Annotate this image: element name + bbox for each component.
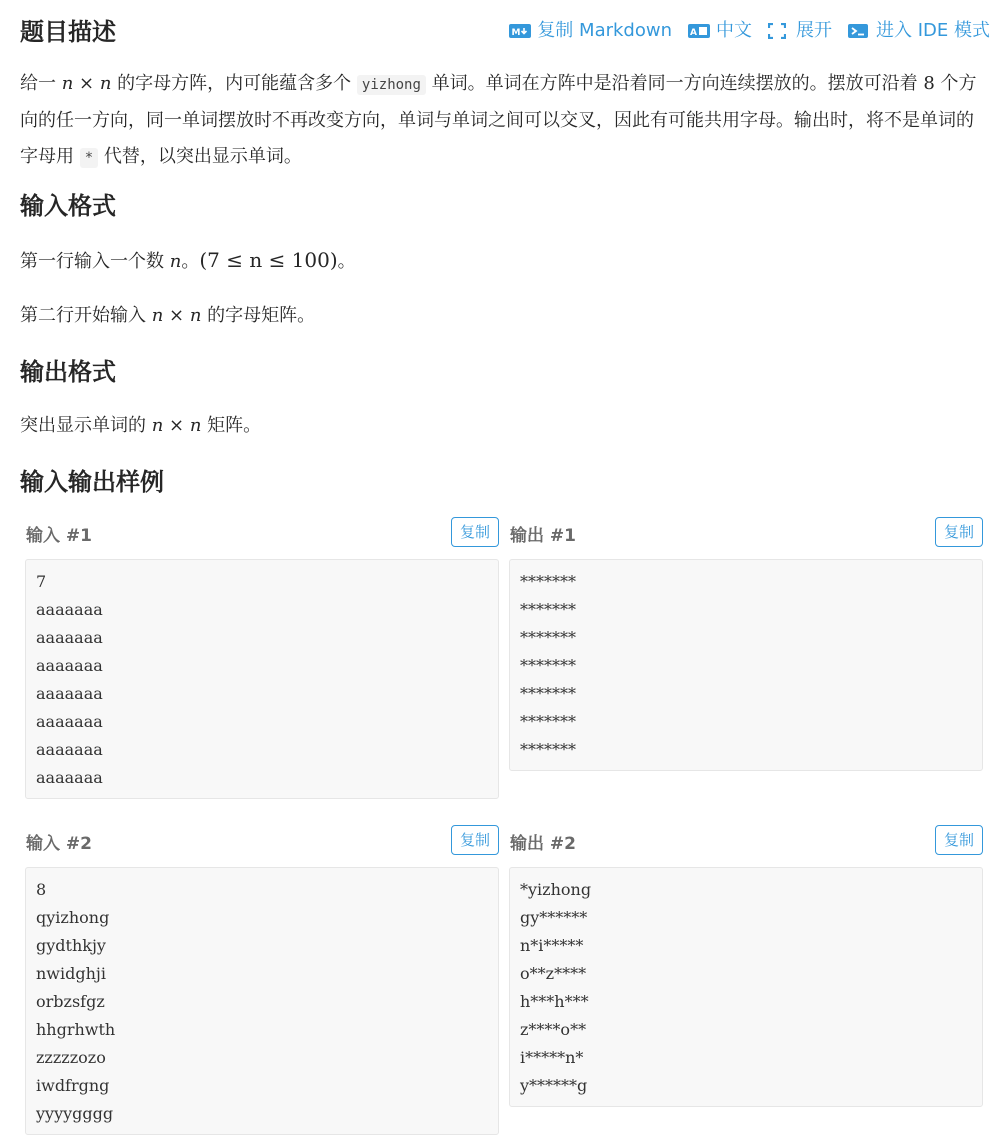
desc-text: 的字母方阵，内可能蕴含多个 (111, 73, 357, 94)
copy-markdown-label: 复制 Markdown (537, 20, 672, 41)
desc-text: 代替，以突出显示单词。 (98, 146, 302, 167)
input-format-heading: 输入格式 (20, 192, 116, 220)
svg-text:A: A (690, 28, 697, 38)
sample-label: 输入 #2 (26, 834, 92, 854)
inline-code: * (80, 148, 98, 168)
sample-header (25, 517, 499, 551)
text: 突出显示单词的 (20, 415, 152, 436)
text: 的字母矩阵。 (201, 305, 316, 326)
sample-code: ******* ******* ******* ******* ******* ******* ******* (509, 559, 983, 771)
markdown-icon (509, 23, 531, 39)
svg-text:M: M (511, 28, 521, 38)
desc-text: 给一 (20, 73, 62, 94)
problem-description (20, 66, 988, 176)
desc-math: n × n (61, 73, 112, 94)
sample-code: 8 qyizhong gydthkjy nwidghji orbzsfgz hhgrhwth zzzzzozo iwdfrgng yyyygggg (25, 867, 499, 1135)
terminal-icon (848, 23, 870, 39)
text: 矩阵。 (201, 415, 262, 436)
copy-button[interactable]: 复制 (451, 825, 499, 855)
sample-header (509, 825, 983, 859)
header-actions (509, 19, 990, 43)
samples-heading: 输入输出样例 (20, 468, 164, 496)
desc-text: 单词。单词在方阵中是沿着同一方向连续摆放的。摆放可沿着 (425, 73, 924, 94)
copy-markdown-button[interactable] (509, 19, 672, 43)
translate-icon (688, 23, 710, 39)
sample-input-1 (25, 517, 499, 799)
desc-text: 个方向的任一方向，同一单词摆放时不再改变方向，单词与单词之间可以交叉，因此有可能共用字母。输出时，将不是单词的字母用 (20, 73, 977, 167)
expand-button[interactable] (768, 19, 832, 43)
header-bar (20, 10, 990, 50)
sample-code: *yizhong gy****** n*i***** o**z**** h***h*** z****o** i*****n* y******g (509, 867, 983, 1107)
math: (7 ≤ n ≤ 100) (199, 248, 338, 272)
text: 第二行开始输入 (20, 305, 152, 326)
page-title: 题目描述 (20, 18, 116, 46)
inline-code: yizhong (357, 75, 426, 95)
sample-input-2 (25, 825, 499, 1135)
expand-icon (768, 23, 790, 39)
sample-label: 输出 #2 (510, 834, 576, 854)
ide-mode-button[interactable] (848, 19, 990, 43)
sample-label: 输出 #1 (510, 526, 576, 546)
expand-label: 展开 (796, 20, 832, 41)
sample-label: 输入 #1 (26, 526, 92, 546)
math: n (169, 251, 182, 272)
ide-mode-label: 进入 IDE 模式 (876, 20, 990, 41)
text: 第一行输入一个数 (20, 251, 170, 272)
copy-button[interactable]: 复制 (935, 517, 983, 547)
sample-output-2 (509, 825, 983, 1107)
output-format-line (20, 408, 988, 444)
copy-button[interactable]: 复制 (935, 825, 983, 855)
sample-output-1 (509, 517, 983, 771)
math: n × n (151, 305, 202, 326)
output-format-heading: 输出格式 (20, 358, 116, 386)
input-format-line1 (20, 242, 988, 280)
sample-code: 7 aaaaaaa aaaaaaa aaaaaaa aaaaaaa aaaaaaa aaaaaaa aaaaaaa (25, 559, 499, 799)
text: 。 (181, 251, 200, 272)
sample-header (25, 825, 499, 859)
copy-button[interactable]: 复制 (451, 517, 499, 547)
input-format-line2 (20, 298, 988, 334)
sample-header (509, 517, 983, 551)
language-label: 中文 (716, 20, 752, 41)
desc-math: 8 (923, 73, 935, 94)
language-button[interactable] (688, 19, 752, 43)
math: n × n (151, 415, 202, 436)
text: 。 (337, 251, 356, 272)
